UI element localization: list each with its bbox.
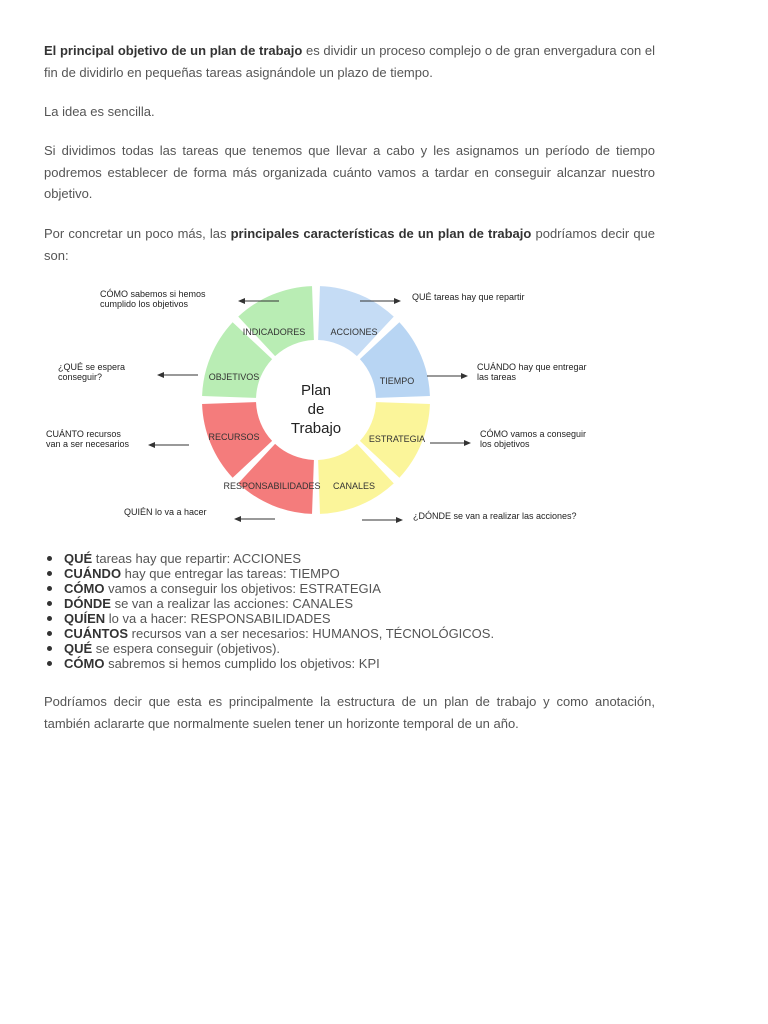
- intro-bold: El principal objetivo de un plan de trabajo: [44, 43, 303, 58]
- diagram-annotation: [430, 429, 586, 449]
- diagram-center-title: Trabajo: [290, 420, 342, 437]
- list-item-text: vamos a conseguir los objetivos: ESTRATEGIA: [104, 581, 381, 596]
- diagram-segment-label: RECURSOS: [208, 432, 260, 442]
- list-item-text: hay que entregar las tareas: TIEMPO: [121, 566, 340, 581]
- concretar-post: podríamos decir que son:: [44, 226, 656, 263]
- list-item: [44, 596, 655, 611]
- closing-paragraph: Podríamos decir que esta es principalmente la estructura de un plan de trabajo y como anotación, también aclararte que normalmente suelen tener un horizonte temporal de un año.: [44, 694, 655, 731]
- intro-text: es dividir un proceso complejo o de gran envergadura con el fin de dividirlo en pequeñas tareas asignándole un plazo de tiempo.: [44, 43, 656, 80]
- diagram-annotation: [124, 507, 275, 519]
- diagram-annotation-text: QUIÉN lo va a hacer: [124, 507, 207, 517]
- diagram-annotation-text: CUÁNTO recursos: [46, 429, 121, 439]
- list-item-text: tareas hay que repartir: ACCIONES: [92, 551, 301, 566]
- concretar-paragraph: [44, 223, 655, 266]
- list-item: [44, 641, 655, 656]
- diagram-annotation-text: conseguir?: [58, 372, 103, 382]
- diagram-annotation: [362, 511, 577, 521]
- list-item-text: se espera conseguir (objetivos).: [92, 641, 281, 656]
- characteristics-list: [44, 551, 655, 671]
- diagram-annotation-text: los objetivos: [480, 439, 530, 449]
- list-item-keyword: QUÉ: [64, 551, 93, 566]
- list-item-keyword: CÓMO: [64, 656, 105, 671]
- diagram-annotation-text: QUÉ tareas hay que repartir: [412, 292, 525, 302]
- diagram-segment-label: ACCIONES: [330, 327, 378, 337]
- diagram-annotation-text: cumplido los objetivos: [100, 299, 189, 309]
- diagram-annotation: [46, 429, 189, 449]
- list-item: [44, 611, 655, 626]
- simple-paragraph: La idea es sencilla.: [44, 104, 155, 119]
- diagram-annotation: [360, 292, 525, 302]
- diagram-annotation-text: CÓMO vamos a conseguir: [480, 429, 587, 439]
- diagram-annotation-text: las tareas: [477, 372, 517, 382]
- list-item-text: se van a realizar las acciones: CANALES: [110, 596, 354, 611]
- list-item: [44, 566, 655, 581]
- diagram-annotation-text: van a ser necesarios: [46, 439, 130, 449]
- list-item-keyword: CUÁNDO: [64, 566, 122, 581]
- list-item-text: sabremos si hemos cumplido los objetivos: KPI: [104, 656, 380, 671]
- list-item-text: lo va a hacer: RESPONSABILIDADES: [105, 611, 331, 626]
- plan-de-trabajo-diagram: [0, 280, 768, 530]
- diagram-annotation: [427, 362, 587, 382]
- diagram-segment-label: OBJETIVOS: [208, 372, 260, 382]
- diagram-annotation-text: ¿QUÉ se espera: [58, 362, 126, 372]
- divide-paragraph: Si dividimos todas las tareas que tenemos que llevar a cabo y les asignamos un período de tiempo podremos establecer de forma más organizada cuánto vamos a tardar en conseguir alcanzar nuestro objetivo.: [44, 143, 655, 201]
- list-item-keyword: QUÉ: [64, 641, 93, 656]
- diagram-center-title: Plan: [300, 382, 332, 399]
- list-item: [44, 656, 655, 671]
- diagram-annotation-text: CÓMO sabemos si hemos: [100, 289, 206, 299]
- diagram-center-title: de: [307, 401, 325, 418]
- list-item-keyword: QUÍEN: [64, 611, 106, 626]
- list-item: [44, 581, 655, 596]
- diagram-ring: [202, 286, 430, 514]
- diagram-segment-label: INDICADORES: [242, 327, 306, 337]
- diagram-segment-label: TIEMPO: [379, 376, 415, 386]
- list-item-keyword: DÓNDE: [64, 596, 111, 611]
- list-item-keyword: CÓMO: [64, 581, 105, 596]
- diagram-annotation-text: ¿DÓNDE se van a realizar las acciones?: [413, 511, 577, 521]
- list-item-keyword: CUÁNTOS: [64, 626, 129, 641]
- concretar-pre: Por concretar un poco más, las: [44, 226, 231, 241]
- diagram-segment-label: RESPONSABILIDADES: [223, 481, 321, 491]
- concretar-bold: principales características de un plan de trabajo: [230, 226, 532, 241]
- diagram-annotation-text: CUÁNDO hay que entregar: [477, 362, 587, 372]
- list-item: [44, 551, 655, 566]
- list-item-text: recursos van a ser necesarios: HUMANOS, TÉCNOLÓGICOS.: [128, 626, 495, 641]
- intro-paragraph: [44, 40, 655, 83]
- diagram-segment-label: CANALES: [332, 481, 376, 491]
- diagram-annotation: [58, 362, 198, 382]
- list-item: [44, 626, 655, 641]
- diagram-segment-label: ESTRATEGIA: [368, 434, 426, 444]
